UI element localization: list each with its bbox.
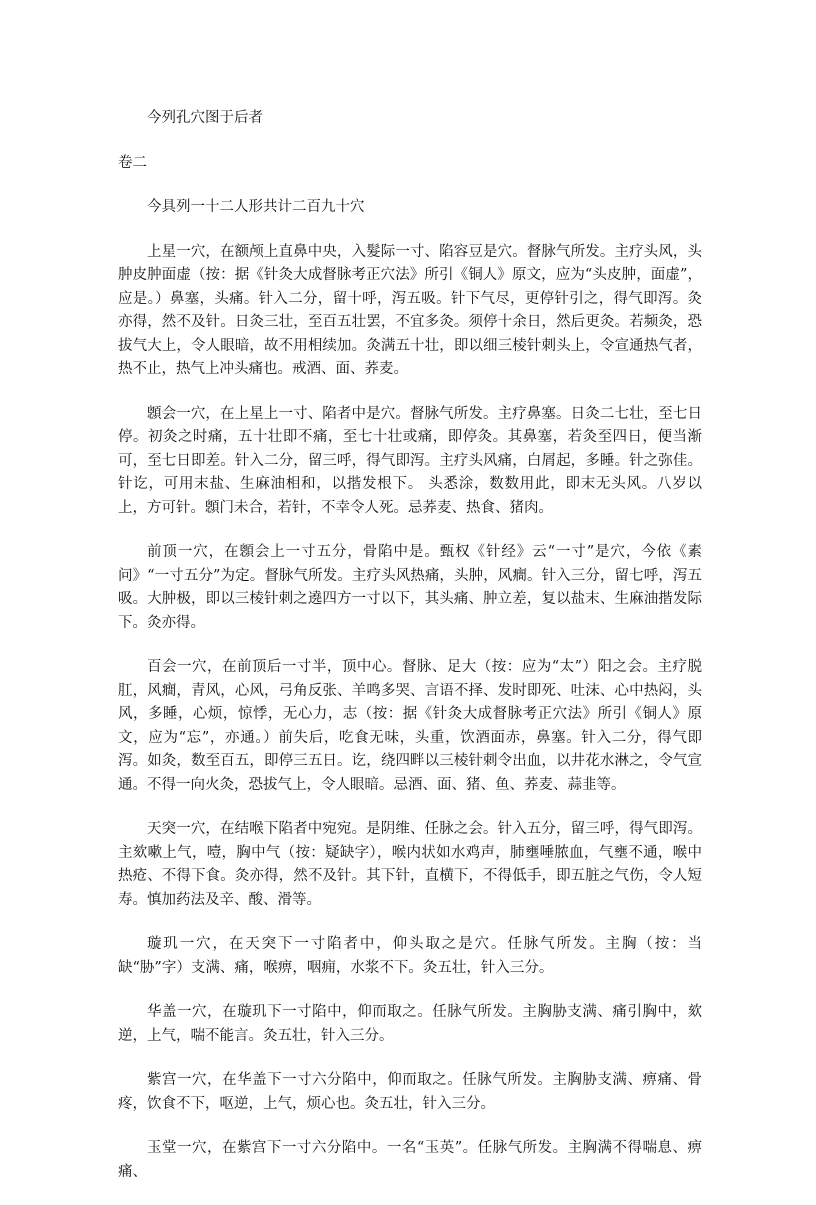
paragraph-tiantu: 天突一穴，在结喉下陷者中宛宛。是阴维、任脉之会。针入五分，留三呼，得气即泻。主欬嗽上气，噎，胸中气（按：疑缺字），喉内状如水鸡声，肺壅唾脓血，气壅不通，喉中热疮、不得下食。灸亦得，然不及针。其下针，直横下，不得低手，即五脏之气伤，令人短寿。慎加药法及辛、酸、滑等。	[118, 821, 702, 908]
paragraph-qianding: 前顶一穴，在顖会上一寸五分，骨陷中是。甄权《针经》云“一寸”是穴，今依《素问》“一寸五分”为定。督脉气所发。主疗头风热痛，头肿，风癎。针入三分，留七呼，泻五吸。大肿极，即以三棱针刺之遶四方一寸以下，其头痛、肿立差，复以盐末、生麻油揩发际下。灸亦得。	[118, 544, 702, 631]
document-page	[118, 107, 702, 1205]
paragraph-zigong: 紫宫一穴，在华盖下一寸六分陷中，仰而取之。任脉气所发。主胸胁支满、痹痛、骨疼，饮食不下，呕逆，上气，烦心也。灸五壮，针入三分。	[118, 1072, 702, 1112]
paragraph-baihui: 百会一穴，在前顶后一寸半，顶中心。督脉、足大（按：应为“太”）阳之会。主疗脱肛，风癎，青风，心风，弓角反张、羊鸣多哭、言语不择、发时即死、吐沫、心中热闷，头风，多睡，心烦，惊悸，无心力，志（按：据《针灸大成督脉考正穴法》所引《铜人》原文，应为“忘”，亦通。）前失后，吃食无味，头重，饮酒面赤，鼻塞。针入二分，得气即泻。如灸，数至百五，即停三五日。讫，绕四畔以三棱针刺令出血，以井花水淋之，令气宣通。不得一向火灸，恐拔气上，令人眼暗。忌酒、面、猪、鱼、荞麦、蒜韭等。	[118, 659, 702, 793]
paragraph-huagai: 华盖一穴，在璇玑下一寸陷中，仰而取之。任脉气所发。主胸胁支满、痛引胸中，欬逆，上气，喘不能言。灸五壮，针入三分。	[118, 1004, 702, 1044]
paragraph-xinhui: 顖会一穴，在上星上一寸、陷者中是穴。督脉气所发。主疗鼻塞。日灸二七壮，至七日停。初灸之时痛，五十壮即不痛，至七十壮或痛，即停灸。其鼻塞，若灸至四日，便当渐可，至七日即差。针入二分，留三呼，得气即泻。主疗头风痛，白屑起，多睡。针之弥佳。针讫，可用末盐、生麻油相和，以揩发根下。 头悉涂，数数用此，即末无头风。八岁以上，方可针。顖门未合，若针，不幸令人死。忌荞麦、热食、猪肉。	[118, 405, 702, 516]
paragraph-yutang: 玉堂一穴，在紫宫下一寸六分陷中。一名“玉英”。任脉气所发。主胸满不得喘息、痹痛、	[118, 1140, 702, 1180]
paragraph-shangxing: 上星一穴，在额颅上直鼻中央，入髮际一寸、陷容豆是穴。督脉气所发。主疗头风，头肿皮肿面虚（按：据《针灸大成督脉考正穴法》所引《铜人》原文，应为“头皮肿，面虚”，应是。）鼻塞，头痛。针入二分，留十呼，泻五吸。针下气尽，更停针引之，得气即泻。灸亦得，然不及针。日灸三壮，至百五壮罢，不宜多灸。须停十余日，然后更灸。若频灸，恐拔气大上，令人眼暗，故不用相续加。灸满五十壮，即以细三棱针刺头上，令宣通热气者，热不止，热气上冲头痛也。戒酒、面、荞麦。	[118, 243, 702, 377]
intro-line: 今列孔穴图于后者	[147, 110, 263, 126]
paragraph-xuanji: 璇玑一穴，在天突下一寸陷者中，仰头取之是穴。任脉气所发。主胸（按：当缺“胁”字）支满、痛，喉痹，咽痈，水浆不下。灸五壮，针入三分。	[118, 936, 702, 976]
section-intro: 今具列一十二人形共计二百九十穴	[147, 199, 365, 215]
volume-title: 卷二	[118, 154, 147, 171]
